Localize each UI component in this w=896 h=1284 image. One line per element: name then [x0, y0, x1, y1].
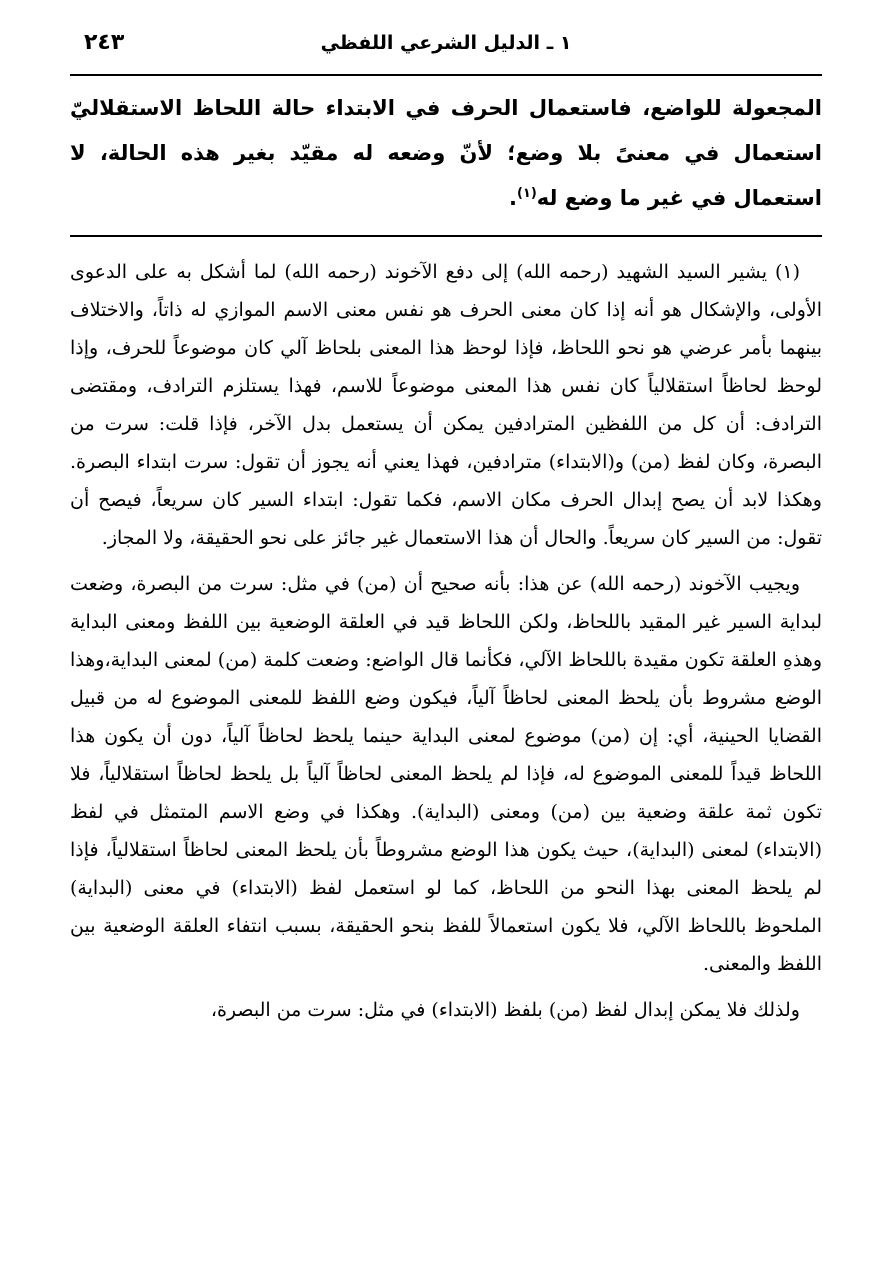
main-paragraph [70, 86, 822, 221]
footnote-separator [70, 235, 822, 237]
page-number: ٢٤٣ [84, 30, 125, 55]
footnote-reference[interactable]: (١) [516, 186, 537, 201]
document-page [70, 22, 822, 1037]
footnotes-section [70, 253, 822, 1029]
footnote-paragraph-1: (١) يشير السيد الشهيد (رحمه الله) إلى دفع الآخوند (رحمه الله) لما أشكل به على الدعوى الأولى، والإشكال هو أنه إذا كان معنى الحرف هو نفس معنى الاسم الموازي له ذاتاً، والاختلاف بينهما بأمر عرضي هو نحو اللحاظ، فإذا لوحظ هذا المعنى بلحاظ آلي كان موضوعاً للحرف، وإذا لوحظ لحاظاً استقلالياً كان نفس هذا المعنى موضوعاً للاسم، فهذا يستلزم الترادف، ومقتضى الترادف: أن كل من اللفظين المترادفين يمكن أن يستعمل بدل الآخر، فإذا قلت: سرت من البصرة، وكان لفظ (من) و(الابتداء) مترادفين، فهذا يعني أنه يجوز أن تقول: سرت ابتداء البصرة. وهكذا لابد أن يصح إبدال الحرف مكان الاسم، فكما تقول: ابتداء السير كان سريعاً، فيصح أن تقول: من السير كان سريعاً. والحال أن هذا الاستعمال غير جائز على نحو الحقيقة، ولا المجاز. [70, 261, 822, 549]
main-paragraph-text: المجعولة للواضع، فاستعمال الحرف في الابتداء حالة اللحاظ الاستقلاليّ استعمال في معنىً بلا وضع؛ لأنّ وضعه له مقيّد بغير هذه الحالة، لا استعمال في غير ما وضع له [70, 96, 822, 210]
main-paragraph-end: . [508, 186, 517, 210]
page-header [70, 22, 822, 76]
footnote-paragraph-3: ولذلك فلا يمكن إبدال لفظ (من) بلفظ (الابتداء) في مثل: سرت من البصرة، [210, 999, 800, 1021]
running-title: ١ ـ الدليل الشرعي اللفظي [320, 32, 572, 54]
footnote-paragraph-2: ويجيب الآخوند (رحمه الله) عن هذا: بأنه صحيح أن (من) في مثل: سرت من البصرة، وضعت لبداية السير غير المقيد باللحاظ، ولكن اللحاظ قيد في العلقة الوضعية بين اللفظ ومعنى البداية وهذهِ العلقة تكون مقيدة باللحاظ الآلي، فكأنما قال الواضع: وضعت كلمة (من) لمعنى البداية،وهذا الوضع مشروط بأن يلحظ المعنى لحاظاً آلياً، فيكون وضع اللفظ للمعنى الموضوع له من قبيل القضايا الحينية، أي: إن (من) موضوع لمعنى البداية حينما يلحظ لحاظاً آلياً، دون أن يكون هذا اللحاظ قيداً للمعنى الموضوع له، فإذا لم يلحظ المعنى لحاظاً آلياً بل يلحظ لحاظاً استقلالياً، فلا تكون ثمة علقة وضعية بين (من) ومعنى (البداية). وهكذا في وضع الاسم المتمثل في لفظ (الابتداء) لمعنى (البداية)، حيث يكون هذا الوضع مشروطاً بأن يلحظ المعنى لحاظاً استقلالياً، فإذا لم يلحظ المعنى بهذا النحو من اللحاظ، كما لو استعمل لفظ (الابتداء) في معنى (البداية) الملحوظ باللحاظ الآلي، فلا يكون استعمالاً للفظ بنحو الحقيقة، بسبب انتفاء العلقة الوضعية بين اللفظ والمعنى. [70, 573, 822, 975]
